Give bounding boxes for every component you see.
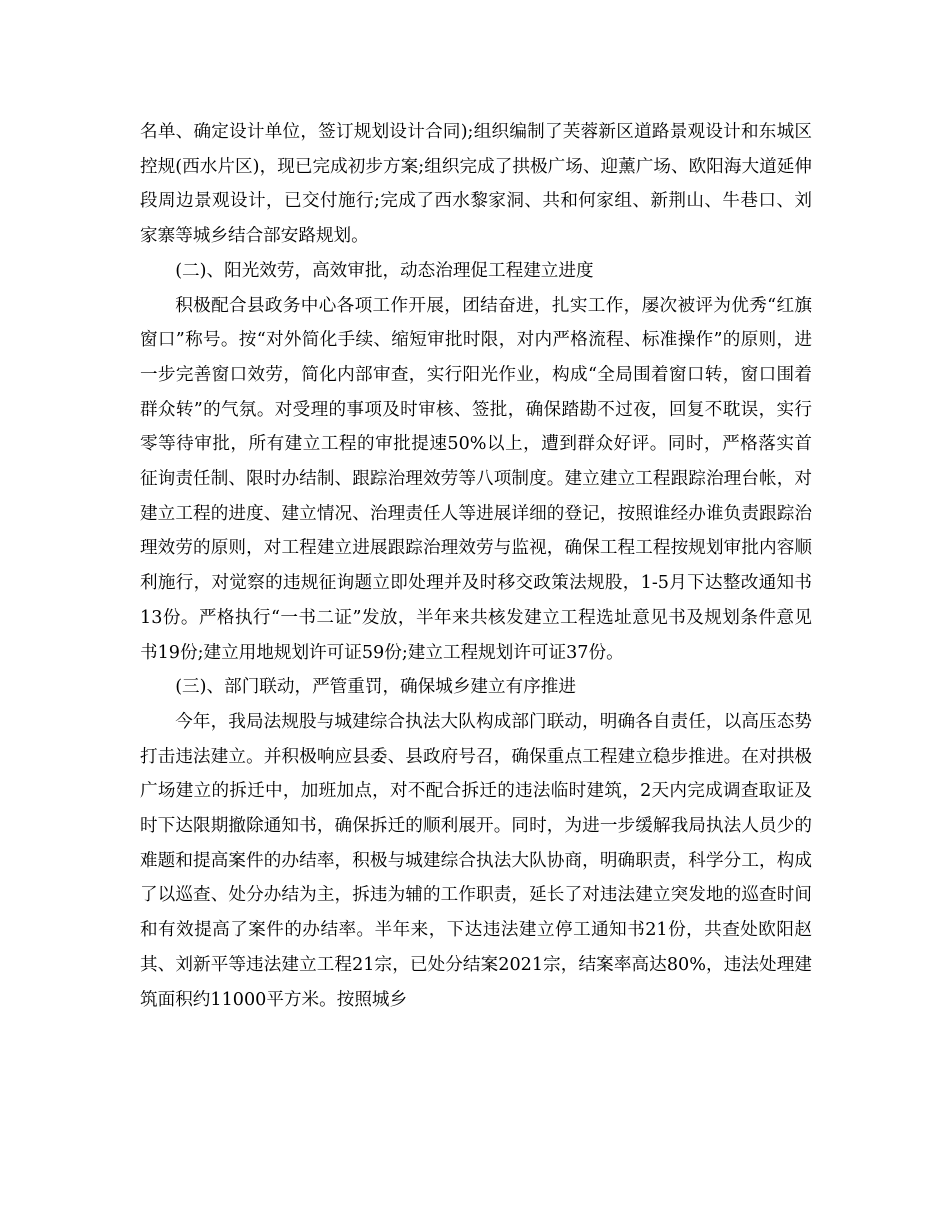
paragraph-approval-service: 积极配合县政务中心各项工作开展，团结奋进，扎实工作，屡次被评为优秀“红旗窗口”称号。按“对外简化手续、缩短审批时限，对内严格流程、标准操作”的原则，进一步完善窗口效劳，简化内部审查，实行阳光作业，构成“全局围着窗口转，窗口围着群众转”的气氛。对受理的事项及时审核、签批，确保踏勘不过夜，回复不耽误，实行零等待审批，所有建立工程的审批提速50%以上，遭到群众好评。同时，严格落实首征询责任制、限时办结制、跟踪治理效劳等八项制度。建立建立工程跟踪治理台帐，对建立工程的进度、建立情况、治理责任人等进展详细的登记，按照谁经办谁负责跟踪治理效劳的原则，对工程建立进展跟踪治理效劳与监视，确保工程工程按规划审批内容顺利施行，对觉察的违规征询题立即处理并及时移交政策法规股，1-5月下达整改通知书13份。严格执行“一书二证”发放，半年来共核发建立工程选址意见书及规划条件意见书19份;建立用地规划许可证59份;建立工程规划许可证37份。 <box>140 295 812 663</box>
document-body <box>140 115 812 1017</box>
paragraph-enforcement: 今年，我局法规股与城建综合执法大队构成部门联动，明确各自责任，以高压态势打击违法建立。并积极响应县委、县政府号召，确保重点工程建立稳步推进。在对拱极广场建立的拆迁中，加班加点，对不配合拆迁的违法临时建筑，2天内完成调查取证及时下达限期撤除通知书，确保拆迁的顺利展开。同时，为进一步缓解我局执法人员少的难题和提高案件的办结率，积极与城建综合执法大队协商，明确职责，科学分工，构成了以巡查、处分办结为主，拆违为辅的工作职责，延长了对违法建立突发地的巡查时间和有效提高了案件的办结率。半年来，下达违法建立停工通知书21份，共查处欧阳赵其、刘新平等违法建立工程21宗，已处分结案2021宗，结案率高达80%，违法处理建筑面积约11000平方米。按照城乡 <box>140 711 812 1010</box>
section-heading-2: (二)、阳光效劳，高效审批，动态治理促工程建立进度 <box>175 260 594 281</box>
section-heading-3: (三)、部门联动，严管重罚，确保城乡建立有序推进 <box>175 677 576 698</box>
paragraph-continued: 名单、确定设计单位，签订规划设计合同);组织编制了芙蓉新区道路景观设计和东城区控规(西水片区)，现已完成初步方案;组织完成了拱极广场、迎薰广场、欧阳海大道延伸段周边景观设计，已交付施行;完成了西水黎家洞、共和何家组、新荆山、牛巷口、刘家寨等城乡结合部安路规划。 <box>140 122 812 247</box>
